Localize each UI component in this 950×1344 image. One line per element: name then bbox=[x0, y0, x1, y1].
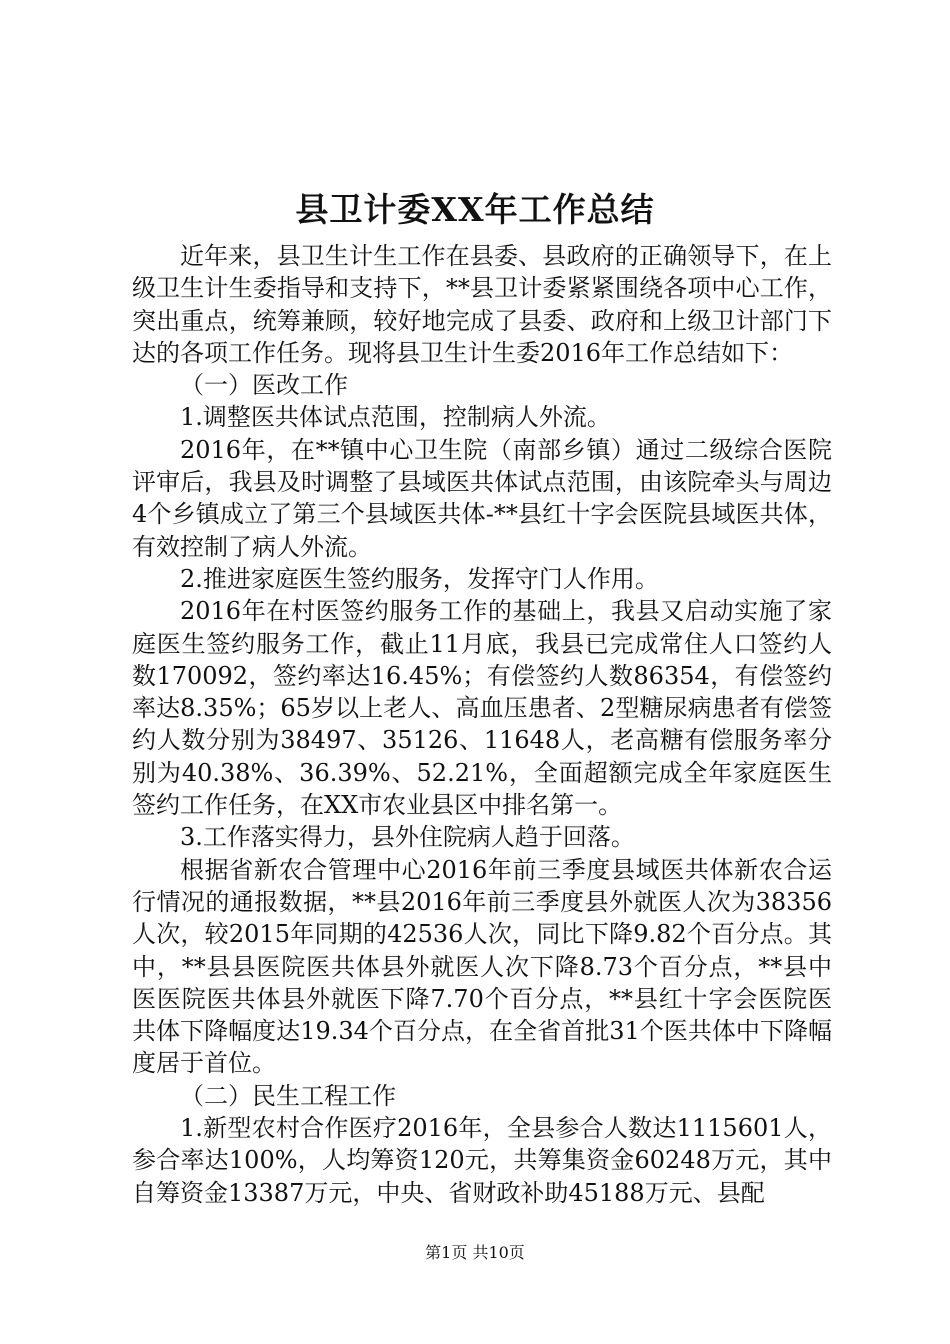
paragraph-medical-alliance: 2016年，在**镇中心卫生院（南部乡镇）通过二级综合医院评审后，我县及时调整了县域医共体试点范围，由该院牵头与周边4个乡镇成立了第三个县域医共体-**县红十字会医院县域医共体，有效控制了病人外流。 bbox=[132, 435, 832, 561]
subheading-family-doctor: 2.推进家庭医生签约服务，发挥守门人作用。 bbox=[180, 564, 659, 593]
document-body bbox=[132, 240, 832, 1209]
paragraph-family-doctor: 2016年在村医签约服务工作的基础上，我县又启动实施了家庭医生签约服务工作，截止11月底，我县已完成常住人口签约人数170092，签约率达16.45%；有偿签约人数86354，有偿签约率达8.35%；65岁以上老人、高血压患者、2型糖尿病患者有偿签约人数分别为38497、35126、11648人，老高糖有偿服务率分别为40.38%、36.39%、52.21%，全面超额完成全年家庭医生签约工作任务，在XX市农业县区中排名第一。 bbox=[132, 597, 832, 820]
paragraph-intro: 近年来，县卫生计生工作在县委、县政府的正确领导下，在上级卫生计生委指导和支持下，**县卫计委紧紧围绕各项中心工作，突出重点，统筹兼顾，较好地完成了县委、政府和上级卫计部门下达的各项工作任务。现将县卫生计生委2016年工作总结如下： bbox=[132, 242, 832, 367]
section-heading-livelihood: （二）民生工程工作 bbox=[180, 1081, 396, 1110]
document-title: 县卫计委XX年工作总结 bbox=[295, 190, 655, 229]
paragraph-patient-outflow: 根据省新农合管理中心2016年前三季度县域医共体新农合运行情况的通报数据，**县2016年前三季度县外就医人次为38356人次，较2015年同期的42536人次，同比下降9.82个百分点。其中，**县县医院医共体县外就医人次下降8.73个百分点，**县中医医院医共体县外就医下降7.70个百分点，**县红十字会医院医共体下降幅度达19.34个百分点，在全省首批31个医共体中下降幅度居于首位。 bbox=[132, 855, 832, 1078]
paragraph-rural-cooperative: 1.新型农村合作医疗2016年，全县参合人数达1115601人，参合率达100%，人均筹资120元，共筹集资金60248万元，其中自筹资金13387万元，中央、省财政补助45188万元、县配 bbox=[132, 1114, 832, 1207]
subheading-patient-outflow: 3.工作落实得力，县外住院病人趋于回落。 bbox=[180, 823, 635, 852]
section-heading-healthcare-reform: （一）医改工作 bbox=[180, 371, 348, 400]
subheading-medical-alliance: 1.调整医共体试点范围，控制病人外流。 bbox=[180, 403, 611, 432]
page-number-footer: 第1页 共10页 bbox=[425, 1243, 525, 1262]
